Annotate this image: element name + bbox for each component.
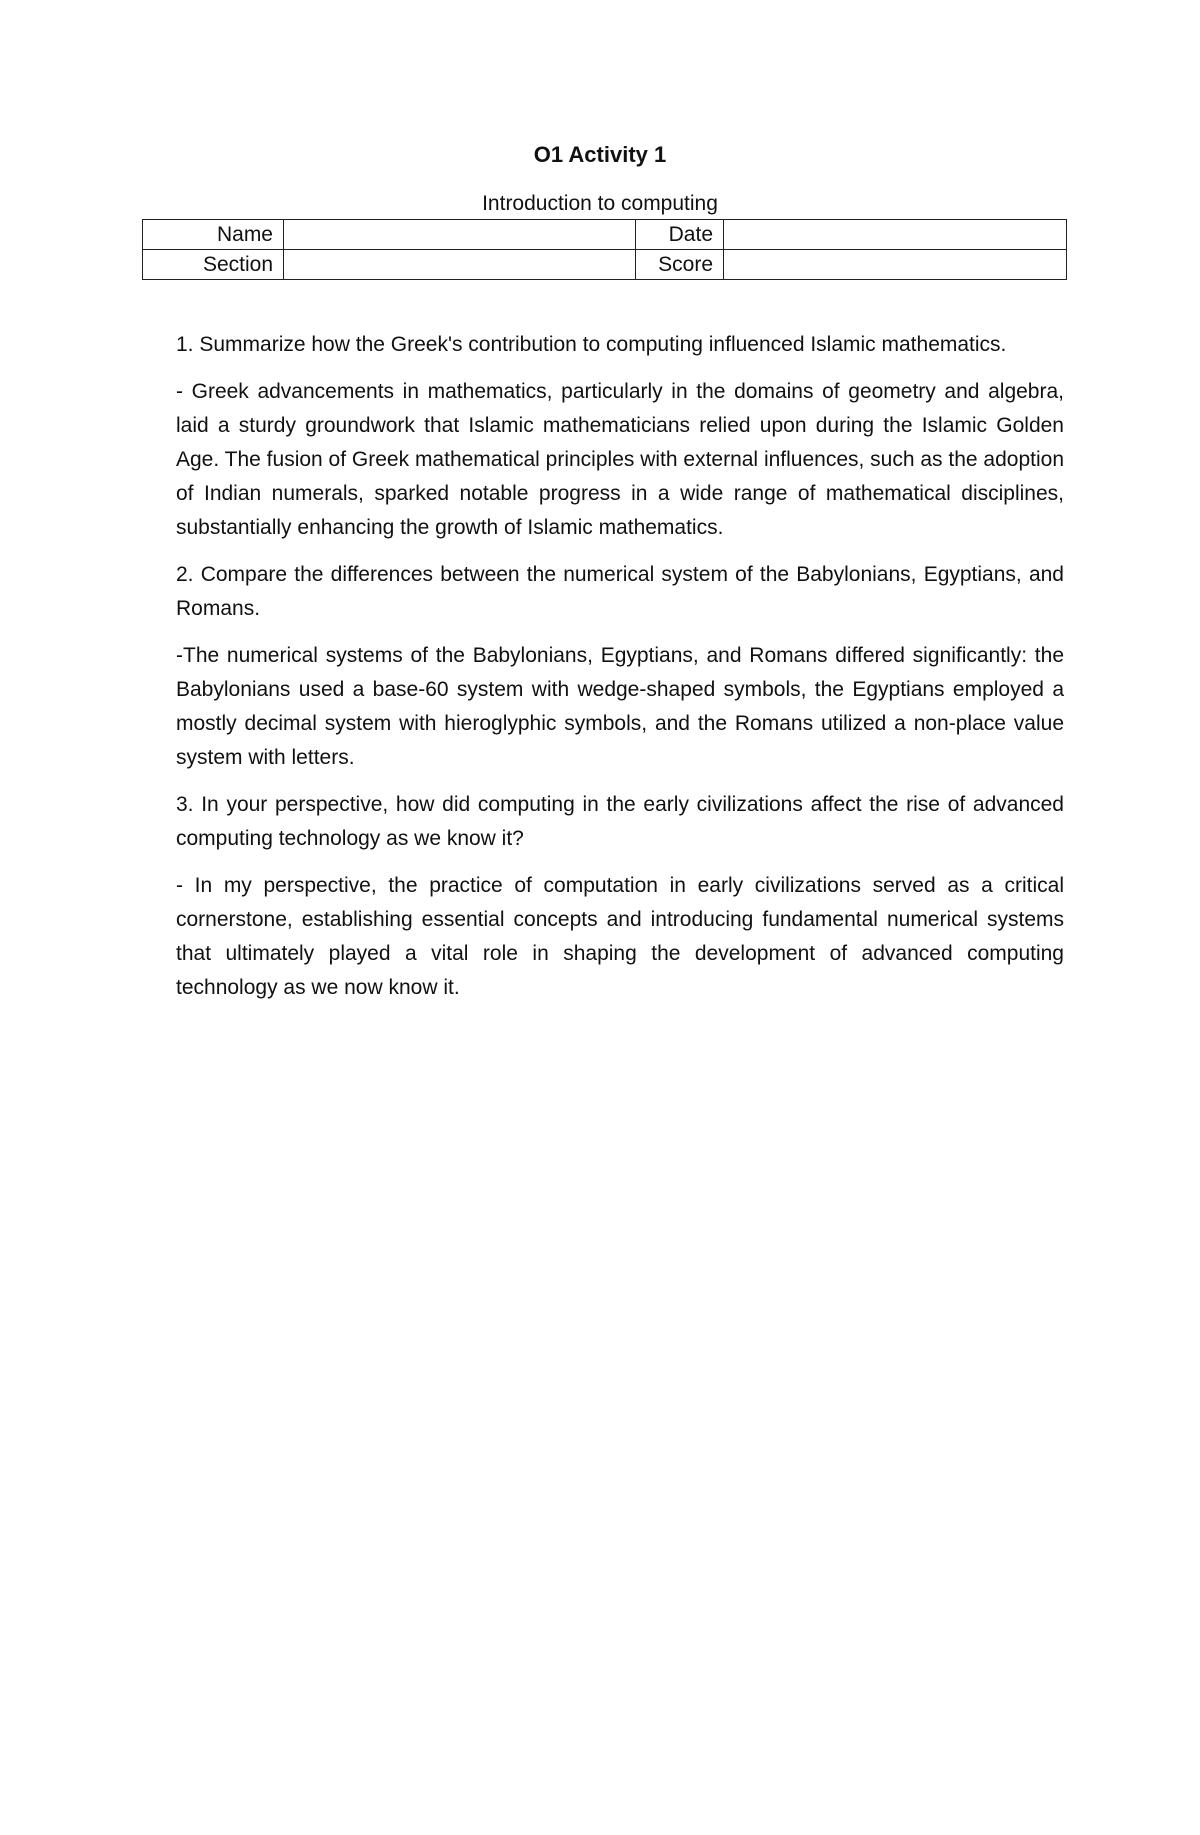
table-row [143,220,1067,250]
date-label: Date [636,220,724,250]
table-row [143,250,1067,280]
name-label: Name [143,220,284,250]
question-3: 3. In your perspective, how did computing in the early civilizations affect the rise of advanced computing technology as we know it? [176,793,1064,850]
answer-3: - In my perspective, the practice of computation in early civilizations served as a critical cornerstone, establishing essential concepts and introducing fundamental numerical systems that ultimately played a vital role in shaping the development of advanced computing technology as we now know it. [176,874,1064,999]
document-title: O1 Activity 1 [533,142,667,167]
section-label: Section [143,250,284,280]
name-field[interactable] [284,220,636,250]
score-field[interactable] [724,250,1067,280]
answer-2: -The numerical systems of the Babylonians, Egyptians, and Romans differed significantly: the Babylonians used a base-60 system with wedge-shaped symbols, the Egyptians employed a mostly decimal system with hieroglyphic symbols, and the Romans utilized a non-place value system with letters. [176,644,1064,769]
answer-1: - Greek advancements in mathematics, particularly in the domains of geometry and algebra, laid a sturdy groundwork that Islamic mathematicians relied upon during the Islamic Golden Age. The fusion of Greek mathematical principles with external influences, such as the adoption of Indian numerals, sparked notable progress in a wide range of mathematical disciplines, substantially enhancing the growth of Islamic mathematics. [176,380,1064,539]
score-label: Score [636,250,724,280]
question-1: 1. Summarize how the Greek's contribution to computing influenced Islamic mathematics. [176,333,1007,356]
document-subtitle: Introduction to computing [482,192,718,215]
date-field[interactable] [724,220,1067,250]
document-body [176,328,1064,1018]
section-field[interactable] [284,250,636,280]
question-2: 2. Compare the differences between the numerical system of the Babylonians, Egyptians, and Romans. [176,563,1064,620]
student-info-table [142,219,1067,280]
